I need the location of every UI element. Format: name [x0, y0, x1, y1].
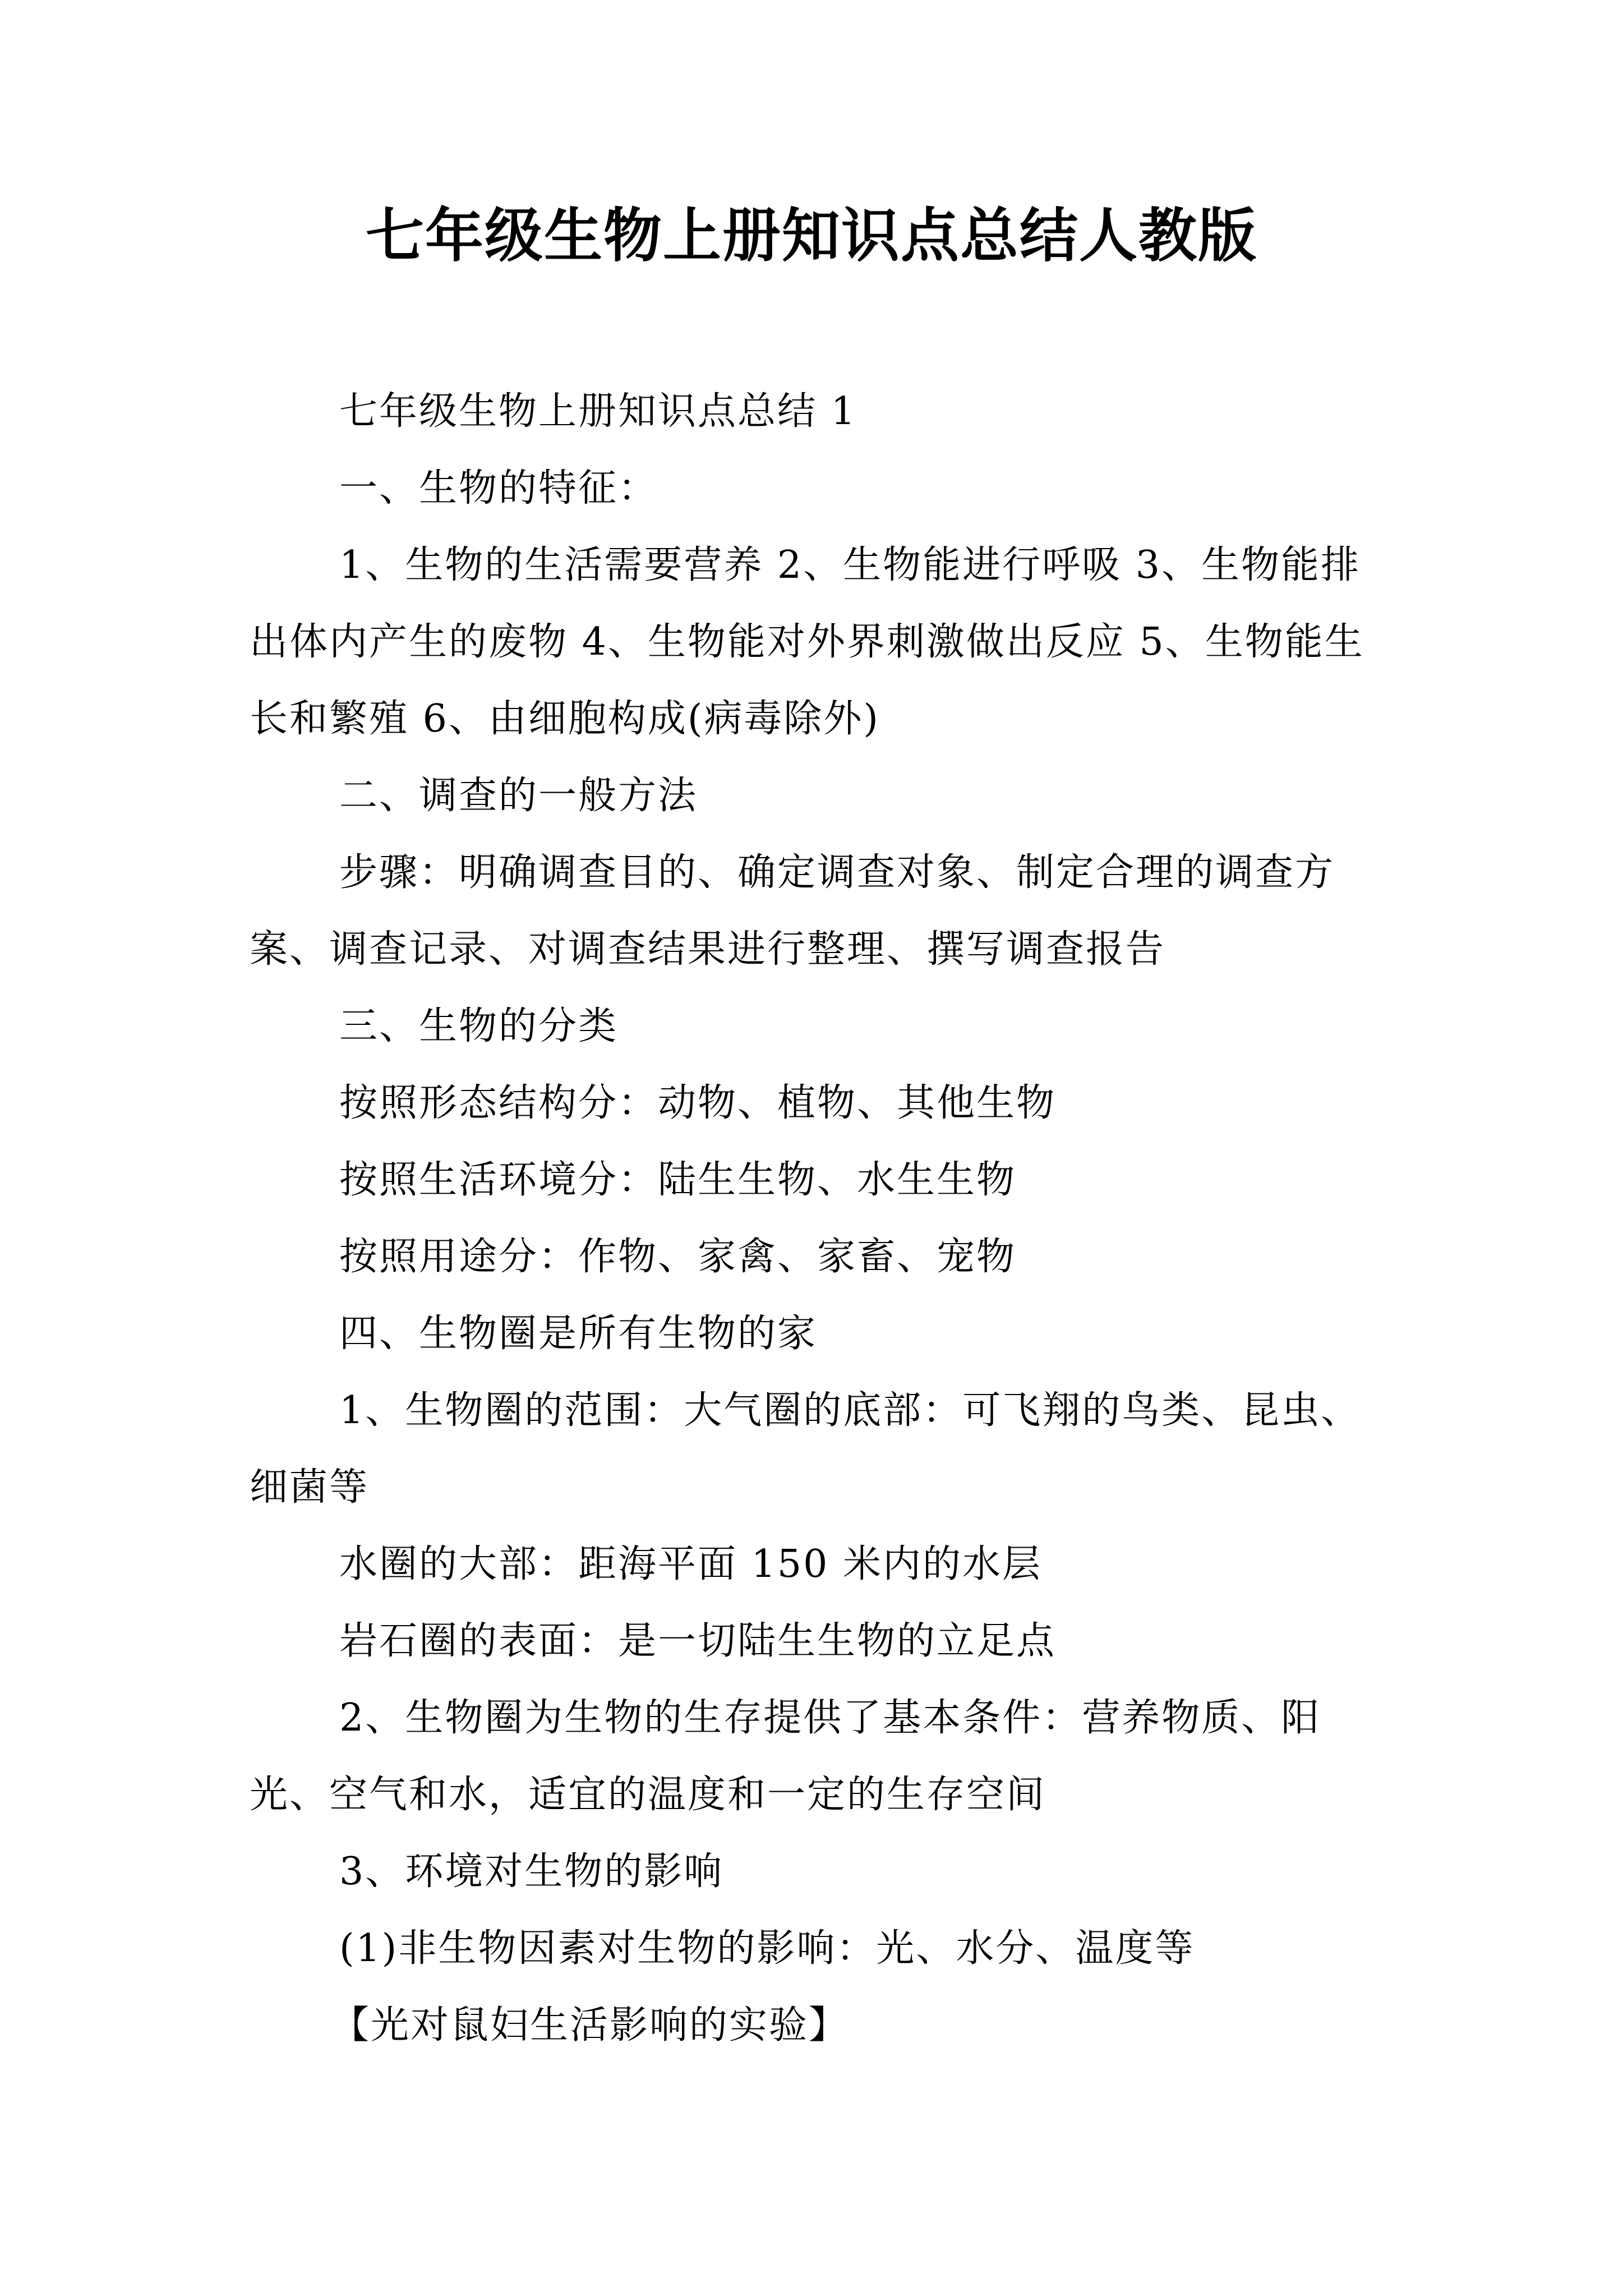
- body-paragraph: 1、生物圈的范围：大气圈的底部：可飞翔的鸟类、昆虫、细菌等: [250, 1388, 1361, 1510]
- experiment-heading: 【光对鼠妇生活影响的实验】: [331, 2003, 849, 2047]
- body-paragraph: 按照用途分：作物、家禽、家畜、宠物: [339, 1235, 1017, 1279]
- section-heading: 三、生物的分类: [339, 1004, 619, 1048]
- body-paragraph: 步骤：明确调查目的、确定调查对象、制定合理的调查方案、调查记录、对调查结果进行整理、撰写调查报告: [250, 850, 1335, 972]
- body-paragraph: 按照生活环境分：陆生生物、水生生物: [339, 1158, 1017, 1202]
- section-heading: 七年级生物上册知识点总结 1: [339, 389, 857, 434]
- section-heading: 四、生物圈是所有生物的家: [339, 1312, 818, 1356]
- body-paragraph: 按照形态结构分：动物、植物、其他生物: [339, 1081, 1057, 1125]
- document-body: [250, 373, 1385, 2064]
- body-paragraph: 水圈的大部：距海平面 150 米内的水层: [339, 1542, 1043, 1586]
- body-paragraph: 1、生物的生活需要营养 2、生物能进行呼吸 3、生物能排出体内产生的废物 4、生物能对外界刺激做出反应 5、生物能生长和繁殖 6、由细胞构成(病毒除外): [250, 543, 1364, 741]
- document-title: 七年级生物上册知识点总结人教版: [365, 201, 1257, 270]
- body-paragraph: 岩石圈的表面：是一切陆生生物的立足点: [339, 1619, 1057, 1663]
- body-paragraph: 2、生物圈为生物的生存提供了基本条件：营养物质、阳光、空气和水，适宜的温度和一定的生存空间: [250, 1696, 1321, 1817]
- section-heading: 一、生物的特征：: [339, 466, 658, 510]
- section-heading: 二、调查的一般方法: [339, 774, 698, 818]
- body-paragraph: (1)非生物因素对生物的影响：光、水分、温度等: [339, 1926, 1195, 1971]
- body-paragraph: 3、环境对生物的影响: [339, 1849, 724, 1894]
